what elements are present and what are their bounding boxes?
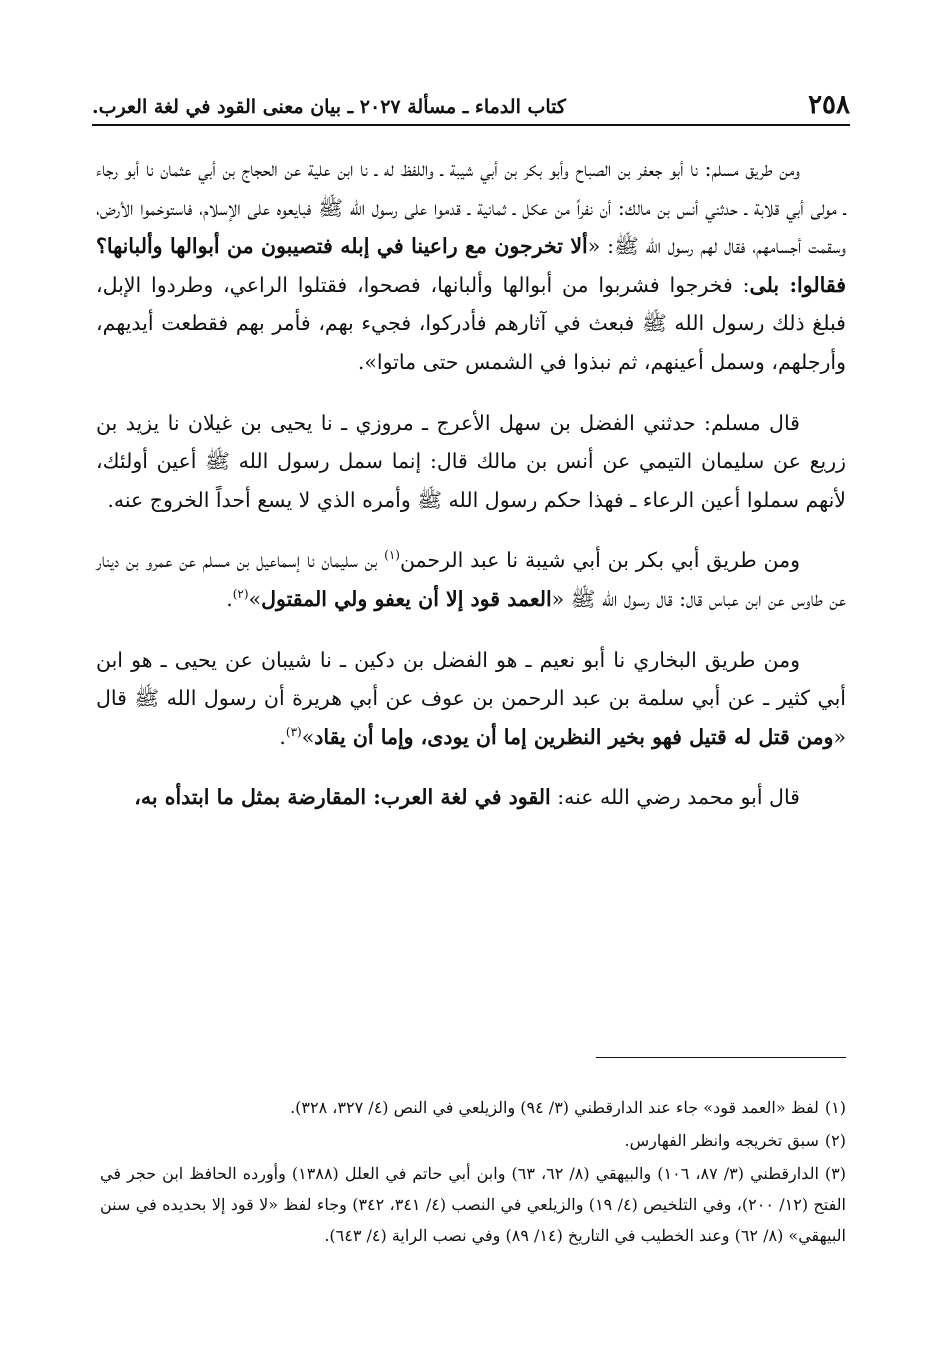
footnote-ref: (٣): [285, 724, 302, 739]
paragraph-2: [96, 404, 846, 520]
footnote-ref: (٢): [232, 587, 249, 602]
hadith-bold-text: ومن قتل له قتيل فهو بخير النظرين إما أن يودى، وإما أن يقاد: [314, 724, 834, 749]
running-title: كتاب الدماء ـ مسألة ٢٠٢٧ ـ بيان معنى القود في لغة العرب.: [92, 96, 566, 118]
footnotes: [100, 1092, 846, 1253]
paragraph-text: .: [226, 586, 233, 611]
paragraph-text: »: [248, 586, 262, 611]
paragraph-text: ومن طريق مسلم: نا أبو جعفر بن الصباح وأبو بكر بن أبي شيبة ـ واللفظ له ـ نا ابن علية عن الحجاج بن أبي عثمان نا أبو رجاء ـ مولى أبي قلابة ـ حدثني أنس بن مالك: أن نفراً من عكل ـ ثمانية ـ قدموا على رسول الله ﷺ فبايعوه على الإسلام، فاستوخموا الأرض، وسقمت أجسامهم، فقال لهم رسول الله ﷺ: «: [96, 157, 847, 259]
footnote-text: لفظ «العمد قود» جاء عند الدارقطني (٣/ ٩٤) والزيلعي في النص (٤/ ٣٢٧، ٣٢٨).: [290, 1098, 819, 1117]
footnote-number: (٣): [824, 1164, 846, 1183]
footnote-text: سبق تخريجه وانظر الفهارس.: [624, 1131, 819, 1150]
footnote-ref: (١): [384, 548, 400, 563]
hadith-bold-text: العمد قود إلا أن يعفو ولي المقتول: [261, 586, 552, 611]
footnote-3: [100, 1158, 846, 1251]
page-header: [92, 80, 850, 126]
paragraph-text: .: [279, 724, 286, 749]
paragraph-text: قال أبو محمد رضي الله عنه:: [550, 785, 800, 810]
footnote-number: (٢): [824, 1131, 846, 1150]
hadith-bold-text: ألا تخرجون مع راعينا في إبله فتصيبون من أبوالها وألبانها؟ فقالوا: بلى: [96, 234, 847, 297]
footnote-divider: [596, 1057, 846, 1058]
paragraph-text: قال مسلم: حدثني الفضل بن سهل الأعرج ـ مروزي ـ نا يحيى بن غيلان نا يزيد بن زريع عن سليمان التيمي عن أنس بن مالك قال: إنما سمل رسول الله ﷺ أعين أولئك، لأنهم سملوا أعين الرعاء ـ فهذا حكم رسول الله ﷺ وأمره الذي لا يسع أحداً الخروج عنه.: [96, 410, 846, 512]
paragraph-1: [96, 150, 846, 382]
paragraph-text: بن سليمان نا إسماعيل بن مسلم عن عمرو بن دينار عن طاوس عن ابن عباس قال: قال رسول الله ﷺ «: [96, 548, 846, 611]
footnote-1: [100, 1092, 846, 1123]
paragraph-text: ومن طريق البخاري نا أبو نعيم ـ هو الفضل بن دكين ـ نا شيبان عن يحيى ـ هو ابن أبي كثير ـ عن أبي سلمة بن عبد الرحمن بن عوف عن أبي هريرة أن رسول الله ﷺ قال «: [96, 647, 846, 749]
paragraph-text: ومن طريق أبي بكر بن أبي شيبة نا عبد الرحمن: [399, 548, 800, 573]
paragraph-5: [96, 778, 846, 817]
paragraph-text: : فخرجوا فشربوا من أبوالها وألبانها، فصحوا، فقتلوا الراعي، وطردوا الإبل، فبلغ ذلك رسول الله ﷺ فبعث في آثارهم فأدركوا، فجيء بهم، فأمر بهم فقطعت أيديهم، وأرجلهم، وسمل أعينهم، ثم نبذوا في الشمس حتى ماتوا».: [96, 272, 846, 374]
footnote-2: [100, 1125, 846, 1156]
paragraph-3: [96, 541, 846, 618]
page-number: ٢٥٨: [808, 90, 850, 120]
main-text: [96, 150, 846, 839]
footnote-text: الدارقطني (٣/ ٨٧، ١٠٦) والبيهقي (٨/ ٦٢، ٦٣) وابن أبي حاتم في العلل (١٣٨٨) وأورده الحافظ ابن حجر في الفتح (١٢/ ٢٠٠)، وفي التلخيص (٤/ ١٩) والزيلعي في النصب (٤/ ٣٤١، ٣٤٢) وجاء لفظ «لا قود إلا بحديده في سنن البيهقي» (٨/ ٦٢) وعند الخطيب في التاريخ (١٤/ ٨٩) وفي نصب الراية (٤/ ٦٤٣).: [100, 1164, 847, 1245]
definition-bold-text: القود في لغة العرب: المقارضة بمثل ما ابتدأه به،: [134, 785, 551, 810]
paragraph-text: »: [301, 724, 315, 749]
paragraph-4: [96, 641, 846, 757]
footnote-number: (١): [824, 1098, 846, 1117]
